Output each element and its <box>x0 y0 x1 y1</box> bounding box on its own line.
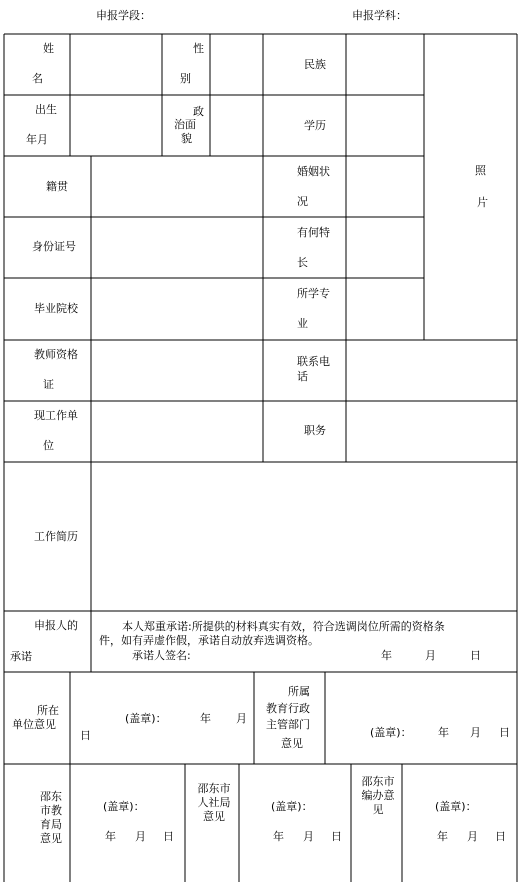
ethnicity-field[interactable] <box>347 35 423 94</box>
birth-label-2: 年月 <box>26 133 48 146</box>
edu-admin-day: 日 <box>499 726 510 739</box>
hometown-field[interactable] <box>92 157 262 216</box>
hr-bureau-seal: (盖章)： <box>271 800 313 813</box>
unit-seal: (盖章)： <box>125 712 167 725</box>
unit-month: 月 <box>236 712 247 725</box>
unit-day: 日 <box>80 729 91 742</box>
name-field[interactable] <box>71 35 161 94</box>
gender-label-1: 性 <box>193 42 204 55</box>
promise-label-2: 承诺 <box>10 650 32 663</box>
hometown-label: 籍贯 <box>46 180 68 193</box>
unit-year: 年 <box>200 712 211 725</box>
cert-label-1: 教师资格 <box>34 348 78 361</box>
specialty-label-1: 有何特 <box>297 226 330 239</box>
unit-opinion-label-2: 单位意见 <box>12 718 56 731</box>
birth-label-1: 出生 <box>35 103 57 116</box>
promise-text-line1: 本人郑重承诺:所提供的材料真实有效，符合选调岗位所需的资格条 <box>122 620 445 633</box>
political-label-1: 政 <box>193 105 204 118</box>
edu-admin-year: 年 <box>438 726 449 739</box>
staffing-office-day: 日 <box>495 830 506 843</box>
phone-field[interactable] <box>347 341 516 400</box>
resume-label: 工作简历 <box>34 530 78 543</box>
political-label-3: 貌 <box>181 132 192 145</box>
school-label: 毕业院校 <box>34 302 78 315</box>
edu-bureau-year: 年 <box>105 830 116 843</box>
major-label-2: 业 <box>297 317 308 330</box>
photo-area <box>425 35 516 339</box>
school-field[interactable] <box>92 279 262 339</box>
staffing-office-opinion-label: 邵东市编办意见 <box>361 775 395 816</box>
phone-label-1: 联系电 <box>297 355 330 368</box>
marital-field[interactable] <box>347 157 423 216</box>
staffing-office-year: 年 <box>437 830 448 843</box>
id-number-field[interactable] <box>92 218 262 277</box>
hr-bureau-month: 月 <box>303 830 314 843</box>
political-field[interactable] <box>211 96 262 155</box>
marital-label-1: 婚姻状 <box>297 165 330 178</box>
specialty-label-2: 长 <box>297 256 308 269</box>
workplace-field[interactable] <box>92 402 262 461</box>
name-label-1: 姓 <box>43 42 54 55</box>
edu-bureau-seal: (盖章)： <box>103 800 145 813</box>
promise-text-line2: 件，如有弄虚作假，承诺自动放弃选调资格。 <box>99 634 319 647</box>
edu-admin-month: 月 <box>470 726 481 739</box>
staffing-office-month: 月 <box>467 830 478 843</box>
hr-bureau-opinion-label: 邵东市人社局意见 <box>197 782 231 823</box>
promise-day: 日 <box>470 649 481 662</box>
phone-label-2: 话 <box>297 370 308 383</box>
signature-field[interactable] <box>205 646 365 664</box>
workplace-label-2: 位 <box>43 439 54 452</box>
photo-label-2: 片 <box>477 196 488 209</box>
promise-signature-label: 承诺人签名: <box>132 649 191 662</box>
education-field[interactable] <box>347 96 423 155</box>
position-label: 职务 <box>304 424 326 437</box>
subject-label: 申报学科： <box>352 9 407 22</box>
promise-year: 年 <box>381 649 392 662</box>
education-label: 学历 <box>304 119 326 132</box>
edu-admin-label-2: 教育行政 <box>266 702 310 715</box>
unit-opinion-label-1: 所在 <box>37 704 59 717</box>
stage-label: 申报学段： <box>96 9 151 22</box>
edu-admin-label-1: 所属 <box>288 685 310 698</box>
edu-admin-label-4: 意见 <box>281 737 303 750</box>
resume-field[interactable] <box>92 463 516 610</box>
edu-admin-seal: (盖章)： <box>370 726 412 739</box>
workplace-label-1: 现工作单 <box>34 409 78 422</box>
gender-field[interactable] <box>211 35 262 94</box>
hr-bureau-year: 年 <box>273 830 284 843</box>
staffing-office-seal: (盖章)： <box>435 800 477 813</box>
political-label-2: 治面 <box>174 118 196 131</box>
edu-bureau-month: 月 <box>135 830 146 843</box>
cert-field[interactable] <box>92 341 262 400</box>
promise-label-1: 申报人的 <box>34 619 78 632</box>
name-label-2: 名 <box>32 72 43 85</box>
gender-label-2: 别 <box>180 72 191 85</box>
position-field[interactable] <box>347 402 516 461</box>
major-label-1: 所学专 <box>297 287 330 300</box>
promise-month: 月 <box>425 649 436 662</box>
major-field[interactable] <box>347 279 423 339</box>
edu-bureau-opinion-label: 邵东市教育局意见 <box>40 790 62 845</box>
hr-bureau-day: 日 <box>331 830 342 843</box>
ethnicity-label: 民族 <box>304 58 326 71</box>
birth-field[interactable] <box>71 96 161 155</box>
specialty-field[interactable] <box>347 218 423 277</box>
photo-label-1: 照 <box>475 164 486 177</box>
edu-admin-label-3: 主管部门 <box>266 718 310 731</box>
edu-bureau-day: 日 <box>163 830 174 843</box>
marital-label-2: 况 <box>297 195 308 208</box>
id-number-label: 身份证号 <box>32 240 76 253</box>
cert-label-2: 证 <box>43 378 54 391</box>
